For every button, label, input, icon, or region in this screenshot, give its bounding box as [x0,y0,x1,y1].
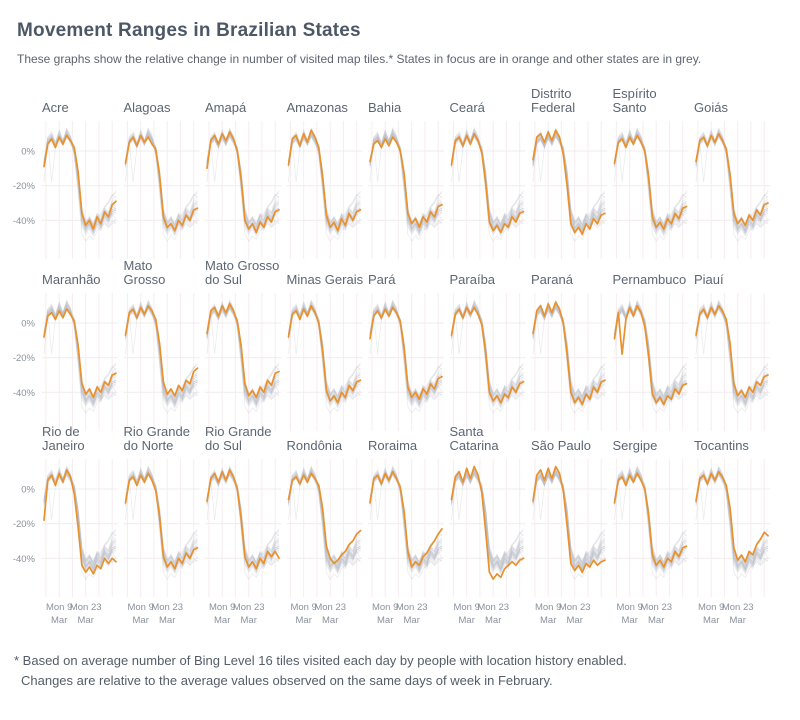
state-title: do Norte [123,438,174,453]
x-tick-label: Mon 23 [640,602,673,613]
x-tick-label: Mar [540,615,557,626]
x-tick-label: Mon 9 [45,602,73,613]
y-tick-label: -20% [12,353,35,365]
subplot-alagoas [124,100,200,259]
state-title: Bahia [368,100,402,115]
state-title: Amapá [205,100,247,115]
state-title: Santa [449,424,484,439]
footnote-line-1: * Based on average number of Bing Level 16 tiles visited each day by people with location history enabled. [14,653,627,668]
state-title: Sergipe [612,438,658,453]
subplot-goias [694,100,770,259]
state-title: Minas Gerais [286,272,364,287]
state-title: Pará [368,272,396,287]
x-tick-label: Mon 9 [697,602,725,613]
x-tick-label: Mar [132,615,149,626]
subplot-tocantins [694,438,770,626]
page-subtitle: These graphs show the relative change in number of visited map tiles.* States in focus are in orange and other states are in grey. [17,52,702,66]
subplot-amazonas [287,100,363,259]
subplot-pernambuco [613,272,689,431]
state-title: Piauí [694,272,724,287]
x-tick-label: Mar [214,615,231,626]
subplot-espirito-santo [613,86,689,259]
state-title: Rio Grande [123,424,190,439]
x-tick-label: Mon 9 [127,602,154,613]
subplot-acre [13,100,118,259]
state-title: Pernambuco [612,272,687,287]
x-tick-label: Mon 9 [290,602,317,613]
state-title: Tocantins [694,438,749,453]
state-title: Mato Grosso [205,258,280,273]
state-title: Rio Grande [205,424,272,439]
x-tick-label: Mar [77,615,94,626]
subplot-mato-grosso [124,258,200,431]
x-tick-label: Mon 9 [208,602,236,613]
charts-grid [0,86,800,631]
subplot-bahia [368,100,444,259]
subplot-parana [531,272,607,431]
state-title: Amazonas [286,100,348,115]
subplot-distrito-federal [531,86,607,259]
x-tick-label: Mon 23 [477,602,510,613]
footnote-line-2: Changes are relative to the average values observed on the same days of week in February. [21,672,553,688]
x-tick-label: Mon 23 [232,602,265,613]
subplot-rio-de-janeiro [13,424,118,626]
x-tick-label: Mon 9 [534,602,562,613]
x-tick-label: Mon 23 [721,602,754,613]
state-title: do Sul [205,438,242,453]
subplot-roraima [368,438,444,626]
x-tick-label: Mar [295,615,312,626]
state-title: Grosso [123,272,166,287]
x-tick-label: Mar [621,615,638,626]
state-title: Rondônia [286,438,343,453]
x-tick-label: Mon 23 [395,602,428,613]
y-tick-label: -20% [12,181,35,193]
x-tick-label: Mar [485,615,502,626]
state-title: Paraná [531,272,573,287]
state-title: Goiás [694,100,728,115]
page-title: Movement Ranges in Brazilian States [17,20,361,41]
subplot-rio-grande-do-sul [205,424,281,626]
state-title: Distrito [531,86,572,101]
subplot-santa-catarina [450,424,526,626]
x-tick-label: Mar [322,615,339,626]
state-title: Paraíba [449,272,496,287]
subplot-mato-grosso-do-sul [205,258,281,431]
x-tick-label: Mar [403,615,420,626]
footnote [14,651,627,690]
subplot-minas-gerais [287,272,364,431]
state-title: Acre [42,100,69,115]
y-tick-label: 0% [21,146,35,158]
state-title: Rio de [42,424,80,439]
x-tick-label: Mon 9 [371,602,399,613]
x-tick-label: Mar [458,615,475,626]
x-tick-label: Mon 23 [314,602,347,613]
state-title: Espírito [612,86,657,101]
state-title: Federal [531,100,576,115]
y-tick-label: 0% [21,484,35,496]
state-title: Ceará [449,100,485,115]
state-title: do Sul [205,272,242,287]
subplot-ceara [450,100,526,259]
x-tick-label: Mar [703,615,720,626]
x-tick-label: Mon 23 [69,602,102,613]
x-tick-label: Mar [377,615,394,626]
state-title: Santo [612,100,647,115]
state-title: Alagoas [123,100,171,115]
state-title: Roraima [368,438,418,453]
subplot-sergipe [613,438,689,626]
x-tick-label: Mon 23 [151,602,184,613]
x-tick-label: Mar [240,615,257,626]
state-title: São Paulo [531,438,591,453]
state-title: Mato [123,258,153,273]
subplot-rondonia [287,438,363,626]
x-tick-label: Mar [159,615,176,626]
x-tick-label: Mar [51,615,68,626]
y-tick-label: -20% [12,519,35,531]
y-tick-label: 0% [21,318,35,330]
x-tick-label: Mon 9 [616,602,643,613]
y-tick-label: -40% [12,215,35,227]
subplot-rio-grande-do-norte [124,424,200,626]
subplot-paraiba [450,272,526,431]
y-tick-label: -40% [12,553,35,565]
state-title: Janeiro [42,438,85,453]
subplot-para [368,272,444,431]
x-tick-label: Mar [729,615,746,626]
subplot-maranhao [13,272,118,431]
state-title: Catarina [449,438,499,453]
x-tick-label: Mon 23 [558,602,591,613]
x-tick-label: Mar [566,615,583,626]
y-tick-label: -40% [12,387,35,399]
subplot-sao-paulo [531,438,607,626]
x-tick-label: Mon 9 [453,602,480,613]
state-title: Maranhão [42,272,101,287]
subplot-piaui [694,272,770,431]
subplot-amapa [205,100,281,259]
x-tick-label: Mar [648,615,665,626]
